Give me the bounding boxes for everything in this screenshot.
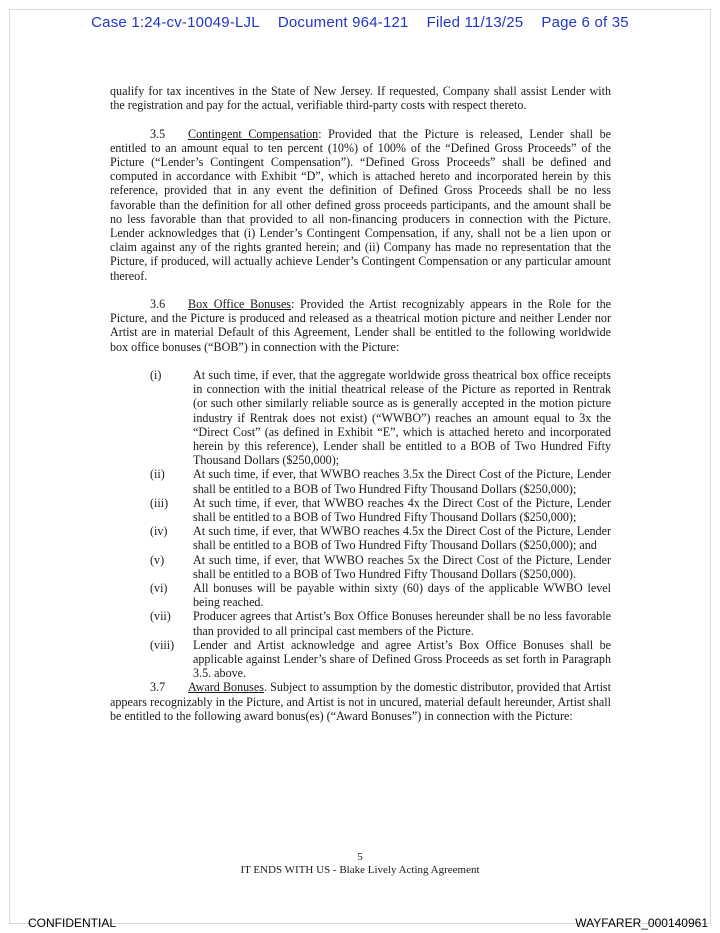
list-item xyxy=(150,553,611,581)
item-numeral: (vi) xyxy=(150,581,168,596)
list-item xyxy=(150,467,611,495)
item-numeral: (vii) xyxy=(150,609,171,624)
page-number: 5 xyxy=(357,851,363,863)
item-text: At such time, if ever, that WWBO reaches 3.5x the Direct Cost of the Picture, Lender shall be entitled to a BOB of Two Hundred Fifty Thousand Dollars ($250,000); xyxy=(193,467,611,496)
item-text: At such time, if ever, that WWBO reaches 4.5x the Direct Cost of the Picture, Lender shall be entitled to a BOB of Two Hundred Fifty Thousand Dollars ($250,000); and xyxy=(193,524,611,553)
bonus-list xyxy=(150,368,611,680)
section-3-6 xyxy=(110,297,611,354)
section-number: 3.6 xyxy=(150,297,166,312)
item-text: At such time, if ever, that WWBO reaches 5x the Direct Cost of the Picture, Lender shall be entitled to a BOB of Two Hundred Fifty Thousand Dollars ($250,000). xyxy=(193,552,611,581)
filed-date: Filed 11/13/25 xyxy=(426,14,524,31)
section-3-5 xyxy=(110,127,611,283)
section-heading: Contingent Compensation xyxy=(188,126,319,141)
item-numeral: (i) xyxy=(150,368,162,383)
page-count: Page 6 of 35 xyxy=(541,14,629,31)
agreement-title: IT ENDS WITH US - Blake Lively Acting Agreement xyxy=(240,864,480,876)
section-text: . Subject to assumption by the domestic distributor, provided that Artist appears recognizably in the Picture, and Artist is not in uncured, material default hereunder, Artist shall be entitled to the following award bonus(es) (“Award Bonuses”) in connection with the Picture: xyxy=(110,680,612,723)
item-text: All bonuses will be payable within sixty (60) days of the applicable WWBO level being reached. xyxy=(193,581,611,610)
list-item xyxy=(150,638,611,681)
section-heading: Award Bonuses xyxy=(188,680,264,695)
item-numeral: (iv) xyxy=(150,524,168,539)
item-text: Producer agrees that Artist’s Box Office Bonuses hereunder shall be no less favorable than provided to all principal cast members of the Picture. xyxy=(193,609,611,638)
page-footer xyxy=(0,851,720,877)
item-text: At such time, if ever, that the aggregate worldwide gross theatrical box office receipts in connection with the initial theatrical release of the Picture as reported in Rentrak (or such other similarly reliable source as is generally accepted in the motion picture industry if Rentrak does not exist) (“WWBO”) reaches an amount equal to 3x the “Direct Cost” (as defined in Exhibit “E”, which is attached hereto and incorporated herein by this reference), Lender shall be entitled to a BOB of Two Hundred Fifty Thousand Dollars ($250,000); xyxy=(193,368,611,468)
section-text: : Provided that the Picture is released, Lender shall be entitled to an amount equal to ten percent (10%) of 100% of the “Defined Gross Proceeds” of the Picture (“Lender’s Contingent Compensation”). “Defined Gross Proceeds” shall be defined and computed in accordance with Exhibit “D”, which is attached hereto and incorporated herein by this reference, provided that in any event the definition of Defined Gross Proceeds shall be no less favorable than the definition for all other defined gross proceeds participants, and the amount shall be no less favorable than that provided to all non-financing producers in connection with the Picture. Lender acknowledges that (i) Lender’s Contingent Compensation, if any, shall not be a lien upon or claim against any of the rights granted herein; and (ii) Company has made no representation that the Picture, if produced, will actually achieve Lender’s Contingent Compensation or any particular amount thereof. xyxy=(110,126,611,283)
ecf-header xyxy=(0,14,720,31)
list-item xyxy=(150,524,611,552)
bates-number: WAYFARER_000140961 xyxy=(575,916,708,930)
document-body xyxy=(110,84,611,737)
item-numeral: (viii) xyxy=(150,637,175,652)
section-heading: Box Office Bonuses xyxy=(188,297,292,312)
item-numeral: (iii) xyxy=(150,495,169,510)
confidential-label: CONFIDENTIAL xyxy=(28,916,117,930)
section-number: 3.5 xyxy=(150,126,166,141)
list-item xyxy=(150,609,611,637)
list-item xyxy=(150,368,611,467)
item-text: At such time, if ever, that WWBO reaches 4x the Direct Cost of the Picture, Lender shall be entitled to a BOB of Two Hundred Fifty Thousand Dollars ($250,000); xyxy=(193,495,611,525)
intro-paragraph: qualify for tax incentives in the State of New Jersey. If requested, Company shall assist Lender with the registration and pay for the actual, verifiable third-party costs with respect thereto. xyxy=(110,84,611,113)
item-text: Lender and Artist acknowledge and agree Artist’s Box Office Bonuses shall be applicable against Lender’s share of Defined Gross Proceeds as set forth in Paragraph 3.5. above. xyxy=(193,637,611,681)
case-number: Case 1:24-cv-10049-LJL xyxy=(91,14,260,31)
section-text: : Provided the Artist recognizably appears in the Role for the Picture, and the Picture is produced and released as a theatrical motion picture and neither Lender nor Artist are in material Default of this Agreement, Lender shall be entitled to the following worldwide box office bonuses (“BOB”) in connection with the Picture: xyxy=(110,297,611,354)
list-item xyxy=(150,496,611,524)
list-item xyxy=(150,581,611,609)
item-numeral: (ii) xyxy=(150,467,165,482)
section-3-7 xyxy=(110,680,611,723)
section-number: 3.7 xyxy=(150,680,166,695)
document-number: Document 964-121 xyxy=(277,14,409,31)
item-numeral: (v) xyxy=(150,552,165,567)
